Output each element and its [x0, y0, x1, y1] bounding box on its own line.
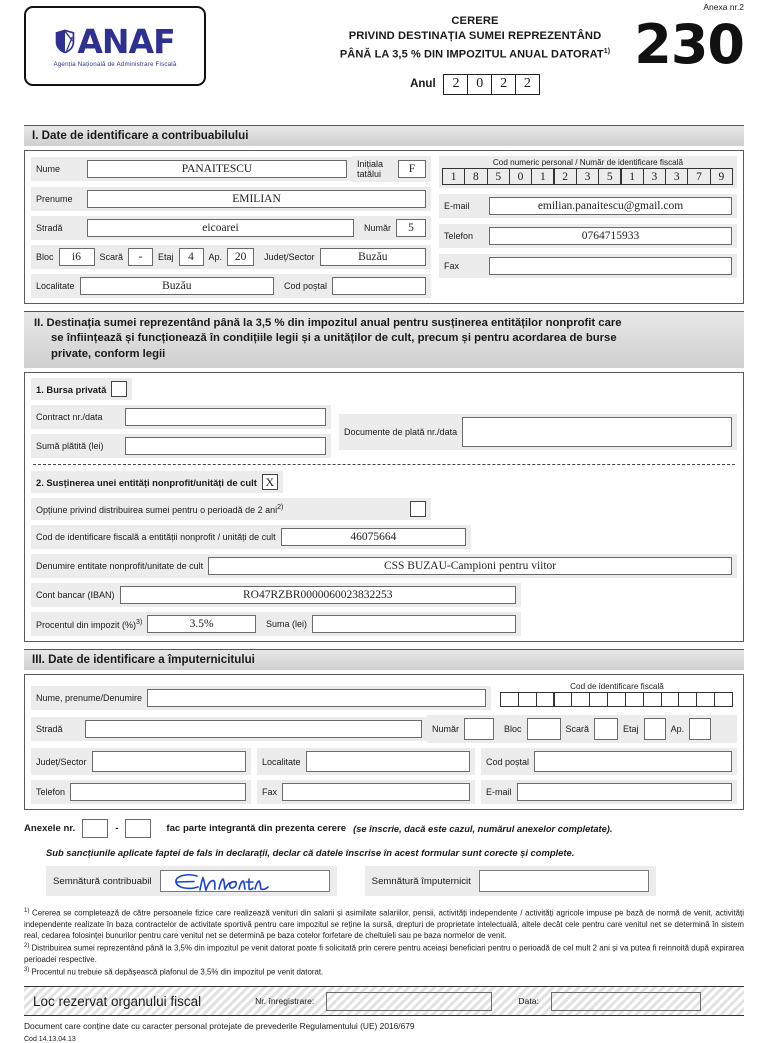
signature-contribuabil-group: [46, 866, 337, 896]
year-row: [206, 74, 744, 95]
year-digit-4[interactable]: 2: [515, 74, 540, 95]
input-localitate[interactable]: Buzău: [80, 277, 274, 295]
label-contract-nr-data: Contract nr./data: [36, 412, 103, 423]
section2-divider: [33, 464, 735, 465]
annex-separator: -: [115, 823, 119, 835]
annex-label: Anexele nr.: [24, 823, 76, 835]
label-optiune-footnote-marker: 2): [277, 503, 284, 511]
input-imp-nume[interactable]: [147, 689, 486, 707]
cnp-boxes[interactable]: [443, 168, 733, 185]
label-initiala-tatalui: Inițiala tatălui: [357, 159, 384, 179]
imp-cif-digit-3[interactable]: [536, 692, 555, 707]
label-imp-telefon: Telefon: [36, 787, 66, 798]
input-documente-plata[interactable]: [462, 417, 732, 447]
section2-heading: [24, 311, 744, 368]
label-imp-ap: Ap.: [670, 724, 685, 735]
anaf-logo: [24, 6, 206, 86]
annex-input-1[interactable]: [82, 819, 108, 838]
input-email[interactable]: emilian.panaitescu@gmail.com: [489, 197, 732, 215]
checkbox-optiune-2-ani[interactable]: [410, 501, 426, 517]
label-nr-inregistrare: Nr. înregistrare:: [255, 996, 315, 1007]
form-title-line3-text: PÂNĂ LA 3,5 % DIN IMPOZITUL ANUAL DATORAT: [339, 48, 604, 61]
cnp-digit-11[interactable]: 3: [665, 168, 688, 185]
input-initiala-tatalui[interactable]: F: [398, 160, 426, 178]
label-cnp: Cod numeric personal / Număr de identificare fiscală: [492, 158, 684, 167]
label-data: Data:: [518, 996, 539, 1007]
label-optiune-2-ani: [36, 504, 283, 515]
input-bloc[interactable]: i6: [59, 248, 95, 266]
imp-cif-digit-12[interactable]: [696, 692, 715, 707]
section3-panel: [24, 674, 744, 810]
input-nume[interactable]: PANAITESCU: [87, 160, 347, 178]
cnp-digit-13[interactable]: 9: [710, 168, 733, 185]
label-procent-footnote-marker: 3): [136, 618, 143, 626]
form-title-line2: PRIVIND DESTINAȚIA SUMEI REPREZENTÂND: [348, 30, 602, 42]
annex-note: (se înscrie, dacă este cazul, numărul anexelor completate).: [353, 823, 613, 834]
input-imp-localitate[interactable]: [306, 751, 470, 772]
imp-cif-digit-11[interactable]: [678, 692, 697, 707]
input-imp-numar[interactable]: [464, 718, 494, 740]
input-strada[interactable]: eicoarei: [87, 219, 354, 237]
input-procent-impozit[interactable]: 3.5%: [147, 615, 256, 633]
label-imp-judet-sector: Județ/Sector: [36, 756, 87, 767]
label-cod-postal: Cod poștal: [284, 281, 328, 291]
label-ap: Ap.: [208, 252, 223, 262]
footnote-1-text: Cererea se completează de către persoanele fizice care realizează venituri din salarii și asimilate salariilor, pensii, activități independente / activități agricole impuse pe bază de normă de venit, activități independente realizate în baza contractelor de activitate sportivă pentru care impozitul se reține la sursă, drepturi de proprietate intelectuală, altele decât cele pentru care venitul net se determină în sistem real, cedarea folosinței bunurilor pentru care venitul net se determină pe baza cotelor forfetare de cheltuieli sau pe baza normelor de venit.: [24, 908, 744, 941]
input-contract-nr-data[interactable]: [125, 408, 326, 426]
label-strada: Stradă: [36, 223, 63, 233]
imp-cif-digit-6[interactable]: [589, 692, 608, 707]
footnote-3-text: Procentul nu trebuie să depășească plafonul de 3,5% din impozitul pe venit datorat.: [29, 968, 324, 978]
label-imp-numar: Număr: [432, 724, 460, 735]
label-procent-impozit: [36, 619, 142, 630]
label-localitate: Localitate: [36, 281, 75, 291]
input-ap[interactable]: 20: [227, 248, 254, 266]
label-cont-bancar-iban: Cont bancar (IBAN): [36, 590, 115, 601]
section2-heading-line2: se înființează și funcționează în condițiile legii și a unităților de cult, precum și pentru acordarea de burse: [51, 332, 617, 345]
cnp-digit-7[interactable]: 3: [576, 168, 599, 185]
input-nr-inregistrare[interactable]: [326, 992, 492, 1011]
label-documente-plata: Documente de plată nr./data: [344, 426, 458, 437]
cnp-digit-1[interactable]: 1: [442, 168, 465, 185]
input-numar[interactable]: 5: [396, 219, 426, 237]
imp-cif-digit-10[interactable]: [661, 692, 680, 707]
footnote-3-marker: 3): [24, 967, 30, 974]
footnote-2-marker: 2): [24, 943, 30, 950]
label-imp-strada: Stradă: [36, 724, 63, 735]
label-imp-scara: Scară: [565, 724, 590, 735]
input-data[interactable]: [551, 992, 701, 1011]
imp-cif-digit-1[interactable]: [500, 692, 519, 707]
section1-left-column: [31, 156, 431, 298]
form-code: Cod 14.13.04.13: [24, 1036, 76, 1043]
input-imp-ap[interactable]: [689, 718, 711, 740]
input-cod-identificare-fiscala-entitate[interactable]: 46075664: [281, 528, 466, 546]
input-etaj[interactable]: 4: [179, 248, 204, 266]
imp-cif-digit-7[interactable]: [607, 692, 626, 707]
annex-text: fac parte integrantă din prezenta cerere: [166, 823, 347, 835]
section3-heading: III. Date de identificare a împuternicitului: [24, 649, 744, 670]
section2-heading-line3: private, conform legii: [51, 347, 166, 360]
label-imp-bloc: Bloc: [504, 724, 522, 735]
anexa-label: Anexa nr.2: [703, 2, 744, 12]
label-cod-identificare-fiscala-entitate: Cod de identificare fiscală a entității nonprofit / unități de cult: [36, 532, 276, 543]
anaf-logo-subtitle: Agenția Națională de Administrare Fiscală: [53, 60, 177, 68]
section2-heading-line1: II. Destinația sumei reprezentând până la 3,5 % din impozitul anual pentru susținerea entităților nonprofit care: [34, 317, 622, 329]
label-sustinerea-entitati: 2. Susținerea unei entități nonprofit/unități de cult: [36, 476, 257, 488]
form-title-footnote-marker: 1): [603, 48, 611, 55]
cnp-digit-5[interactable]: 1: [531, 168, 554, 185]
label-imp-nume: Nume, prenume/Denumire: [36, 693, 143, 704]
label-bursa-privata: 1. Bursa privată: [36, 383, 107, 395]
input-suma-platita[interactable]: [125, 437, 326, 455]
footnote-2: [24, 941, 744, 965]
imp-cif-digit-4[interactable]: [553, 692, 572, 707]
declaration-text: Sub sancțiunile aplicate faptei de fals în declarații, declar că datele înscrise în acest formular sunt corecte și complete.: [46, 847, 575, 859]
label-imp-cod-identificare-fiscala: Cod de identificare fiscală: [570, 682, 664, 692]
year-label: Anul: [410, 78, 436, 91]
label-fax: Fax: [444, 261, 460, 271]
label-suma-platita: Sumă plătită (lei): [36, 441, 104, 452]
input-imp-bloc[interactable]: [527, 718, 561, 740]
input-imp-email[interactable]: [517, 783, 732, 801]
cnp-digit-2[interactable]: 8: [464, 168, 487, 185]
label-semnatura-contribuabil: Semnătură contribuabil: [53, 875, 152, 887]
form-number: 230: [634, 13, 744, 76]
footnote-2-text: Distribuirea sumei reprezentând până la 3,5% din impozitul pe venit datorat poate fi solicitată prin cerere pentru aceiași beneficiari pentru o perioadă de cel mult 2 ani și va putea fi reinnoită după expirarea perioadei respective.: [24, 944, 744, 965]
input-imp-scara[interactable]: [594, 718, 618, 740]
label-prenume: Prenume: [36, 194, 73, 204]
signature-row: [24, 866, 744, 896]
input-prenume[interactable]: EMILIAN: [87, 190, 426, 208]
imp-cif-digit-8[interactable]: [625, 692, 644, 707]
cnp-digit-3[interactable]: 5: [487, 168, 510, 185]
cnp-digit-12[interactable]: 7: [687, 168, 710, 185]
form-title-line1: CERERE: [451, 15, 499, 27]
year-boxes[interactable]: [445, 74, 540, 95]
input-fax[interactable]: [489, 257, 732, 275]
label-imp-cod-postal: Cod poștal: [486, 756, 530, 767]
label-denumire-entitate: Denumire entitate nonprofit/unitate de cult: [36, 561, 204, 572]
input-cont-bancar-iban[interactable]: RO47RZBR0000060023832253: [120, 586, 516, 604]
input-imp-telefon[interactable]: [70, 783, 246, 801]
label-numar: Număr: [363, 223, 391, 233]
checkbox-sustinerea-entitati[interactable]: X: [262, 474, 278, 490]
label-semnatura-imputernicit: Semnătură împuternicit: [371, 875, 471, 887]
footnotes: [24, 906, 744, 978]
input-imp-judet-sector[interactable]: [92, 751, 246, 772]
imp-cif-digit-5[interactable]: [571, 692, 590, 707]
shield-icon: [55, 29, 75, 54]
label-optiune-2-ani-text: Opțiune privind distribuirea sumei pentru o perioadă de 2 ani: [36, 504, 278, 515]
cnp-group: [439, 156, 737, 188]
section1-panel: [24, 150, 744, 304]
signature-ink: [167, 870, 287, 894]
imp-cif-digit-2[interactable]: [518, 692, 537, 707]
footnote-3: [24, 965, 744, 978]
input-denumire-entitate[interactable]: CSS BUZAU-Campioni pentru viitor: [208, 557, 732, 575]
imp-cif-digit-13[interactable]: [714, 692, 733, 707]
input-scara[interactable]: -: [128, 248, 153, 266]
input-imp-fax[interactable]: [282, 783, 470, 801]
section1-heading: I. Date de identificare a contribuabilului: [24, 125, 744, 146]
label-imp-etaj: Etaj: [623, 724, 639, 735]
form-header: [24, 0, 744, 118]
label-judet-sector: Județ/Sector: [264, 252, 315, 262]
label-scara: Scară: [99, 252, 124, 262]
anaf-wordmark: ANAF: [77, 21, 175, 61]
year-digit-2[interactable]: 0: [467, 74, 492, 95]
cnp-digit-9[interactable]: 1: [620, 168, 643, 185]
label-suma-lei: Suma (lei): [266, 619, 308, 630]
gdpr-notice: Document care conține date cu caracter personal protejate de prevederile Regulamentului (UE) 2016/679: [24, 1021, 415, 1032]
label-email: E-mail: [444, 201, 470, 211]
label-etaj: Etaj: [158, 252, 174, 262]
label-imp-email: E-mail: [486, 787, 512, 798]
year-digit-3[interactable]: 2: [491, 74, 516, 95]
imp-cif-digit-9[interactable]: [643, 692, 662, 707]
section1-right-column: [439, 156, 737, 298]
label-imp-fax: Fax: [262, 787, 278, 798]
input-semnatura-imputernicit[interactable]: [479, 870, 649, 892]
input-imp-etaj[interactable]: [644, 718, 666, 740]
signature-imputernicit-group: [365, 866, 656, 896]
fiscal-office-title: Loc rezervat organului fiscal: [33, 993, 202, 1009]
input-imp-cod-postal[interactable]: [534, 751, 732, 772]
section2-panel: [24, 372, 744, 642]
footnote-1: [24, 906, 744, 941]
cnp-digit-8[interactable]: 5: [598, 168, 621, 185]
input-imp-strada[interactable]: [85, 720, 422, 738]
label-procent-impozit-text: Procentul din impozit (%): [36, 619, 137, 630]
input-semnatura-contribuabil[interactable]: [160, 870, 330, 892]
footnote-1-marker: 1): [24, 908, 30, 915]
imp-cif-boxes[interactable]: [501, 692, 733, 707]
year-digit-1[interactable]: 2: [443, 74, 468, 95]
label-bloc: Bloc: [36, 252, 54, 262]
fiscal-office-bar: [24, 986, 744, 1016]
annex-row: [24, 819, 744, 838]
input-judet-sector[interactable]: Buzău: [320, 248, 426, 266]
input-cod-postal[interactable]: [332, 277, 426, 295]
cnp-digit-4[interactable]: 0: [509, 168, 532, 185]
input-telefon[interactable]: 0764715933: [489, 227, 732, 245]
cnp-digit-6[interactable]: 2: [553, 168, 576, 185]
label-telefon: Telefon: [444, 231, 474, 241]
input-suma-lei[interactable]: [312, 615, 516, 633]
cnp-digit-10[interactable]: 3: [643, 168, 666, 185]
checkbox-bursa-privata[interactable]: [111, 381, 127, 397]
annex-input-2[interactable]: [125, 819, 151, 838]
label-nume: Nume: [36, 164, 61, 174]
label-imp-localitate: Localitate: [262, 756, 301, 767]
